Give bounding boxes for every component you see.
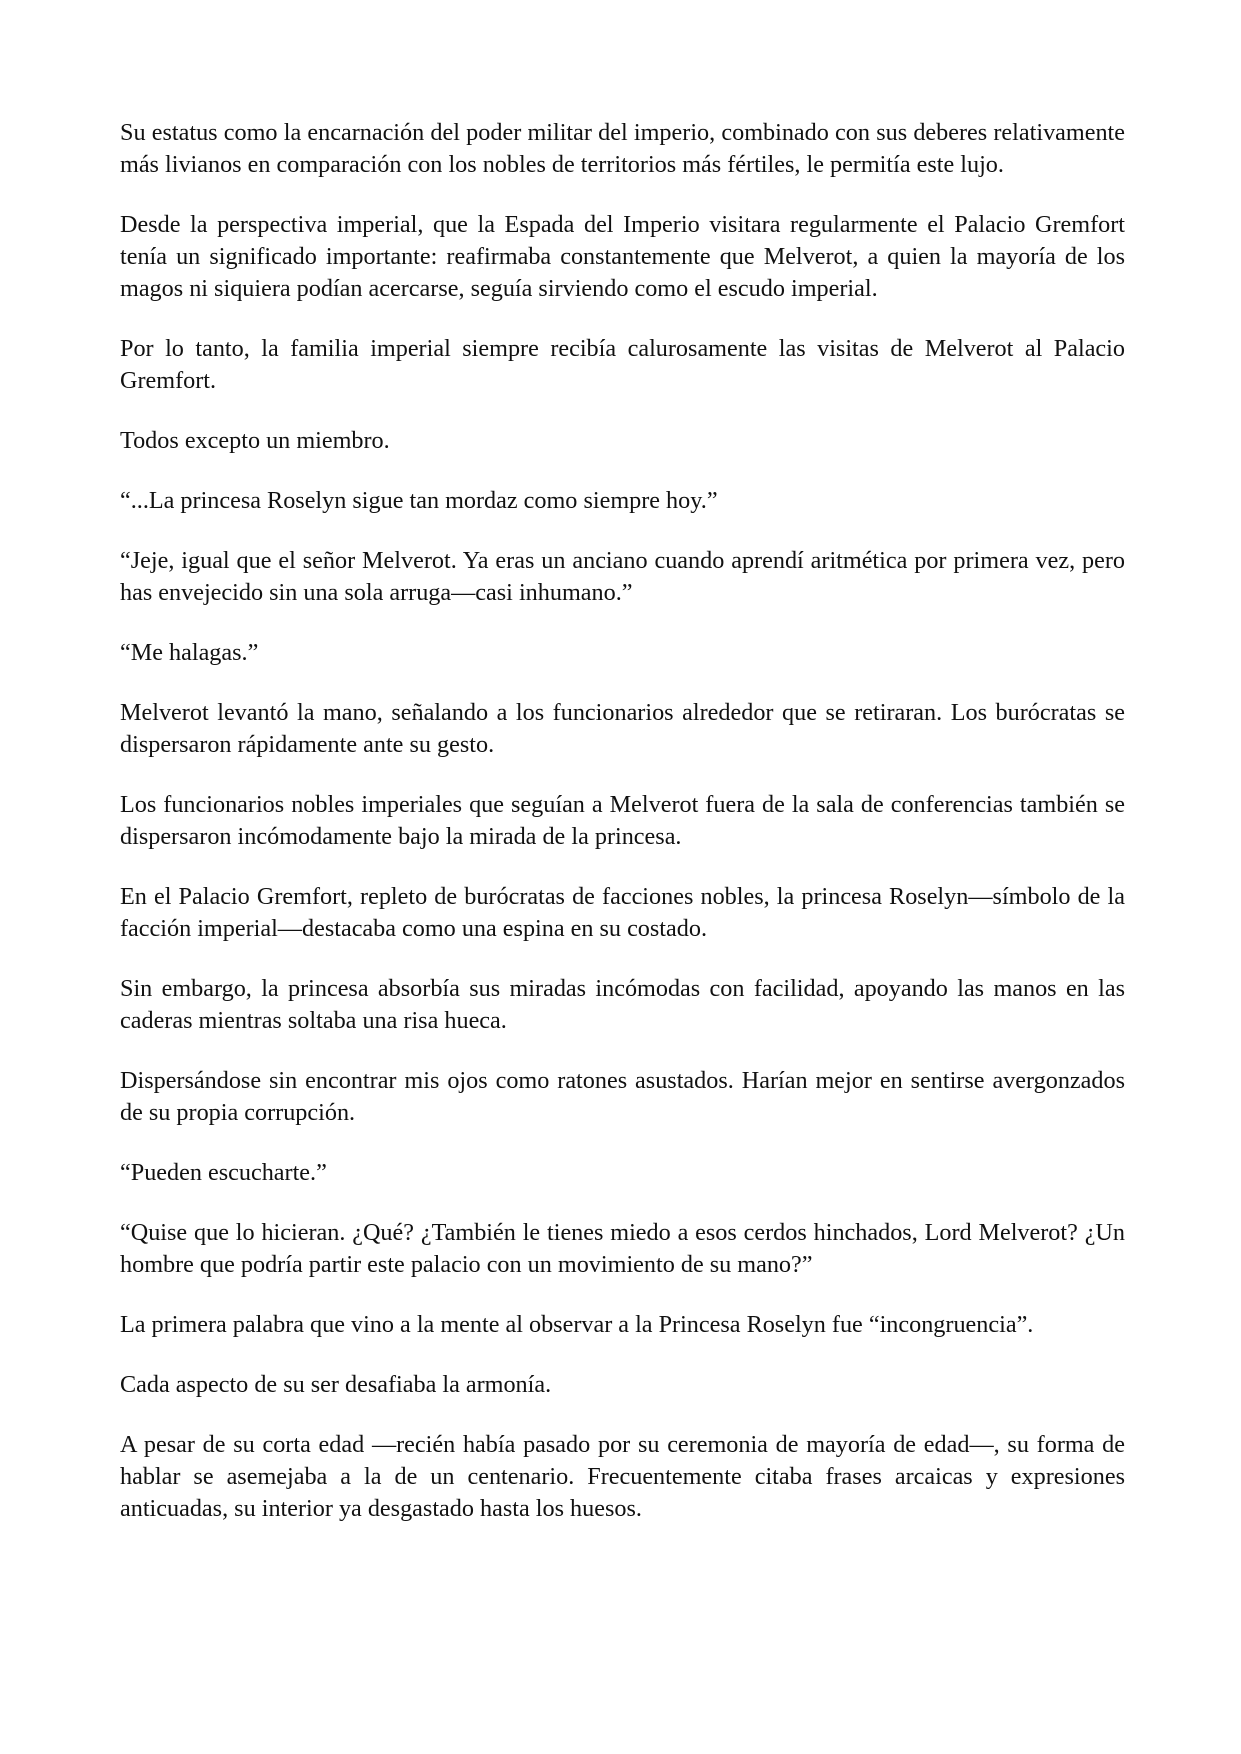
paragraph-6: “Jeje, igual que el señor Melverot. Ya eras un anciano cuando aprendí aritmética por primera vez, pero has envejecido sin una sola arruga—casi inhumano.” bbox=[120, 547, 1125, 606]
document-page bbox=[120, 117, 1125, 1553]
paragraph-14: “Quise que lo hicieran. ¿Qué? ¿También le tienes miedo a esos cerdos hinchados, Lord Melverot? ¿Un hombre que podría partir este palacio con un movimiento de su mano?” bbox=[120, 1219, 1125, 1278]
paragraph-17: A pesar de su corta edad —recién había pasado por su ceremonia de mayoría de edad—, su forma de hablar se asemejaba a la de un centenario. Frecuentemente citaba frases arcaicas y expresiones anticuadas, su interior ya desgastado hasta los huesos. bbox=[120, 1431, 1125, 1522]
paragraph-10: En el Palacio Gremfort, repleto de burócratas de facciones nobles, la princesa Roselyn—símbolo de la facción imperial—destacaba como una espina en su costado. bbox=[120, 883, 1125, 942]
paragraph-3: Por lo tanto, la familia imperial siempre recibía calurosamente las visitas de Melverot al Palacio Gremfort. bbox=[120, 335, 1125, 394]
paragraph-13: “Pueden escucharte.” bbox=[120, 1159, 327, 1186]
paragraph-7: “Me halagas.” bbox=[120, 639, 259, 666]
paragraph-2: Desde la perspectiva imperial, que la Espada del Imperio visitara regularmente el Palacio Gremfort tenía un significado importante: reafirmaba constantemente que Melverot, a quien la mayoría de los magos ni siquiera podían acercarse, seguía sirviendo como el escudo imperial. bbox=[120, 211, 1125, 302]
paragraph-9: Los funcionarios nobles imperiales que seguían a Melverot fuera de la sala de conferencias también se dispersaron incómodamente bajo la mirada de la princesa. bbox=[120, 791, 1125, 850]
paragraph-1: Su estatus como la encarnación del poder militar del imperio, combinado con sus deberes relativamente más livianos en comparación con los nobles de territorios más fértiles, le permitía este lujo. bbox=[120, 119, 1125, 178]
paragraph-11: Sin embargo, la princesa absorbía sus miradas incómodas con facilidad, apoyando las manos en las caderas mientras soltaba una risa hueca. bbox=[120, 975, 1125, 1034]
paragraph-15: La primera palabra que vino a la mente al observar a la Princesa Roselyn fue “incongruencia”. bbox=[120, 1311, 1034, 1338]
paragraph-12: Dispersándose sin encontrar mis ojos como ratones asustados. Harían mejor en sentirse avergonzados de su propia corrupción. bbox=[120, 1067, 1125, 1126]
paragraph-5: “...La princesa Roselyn sigue tan mordaz como siempre hoy.” bbox=[120, 487, 718, 514]
paragraph-8: Melverot levantó la mano, señalando a los funcionarios alrededor que se retiraran. Los burócratas se dispersaron rápidamente ante su gesto. bbox=[120, 699, 1125, 758]
paragraph-16: Cada aspecto de su ser desafiaba la armonía. bbox=[120, 1371, 552, 1398]
paragraph-4: Todos excepto un miembro. bbox=[120, 427, 390, 454]
